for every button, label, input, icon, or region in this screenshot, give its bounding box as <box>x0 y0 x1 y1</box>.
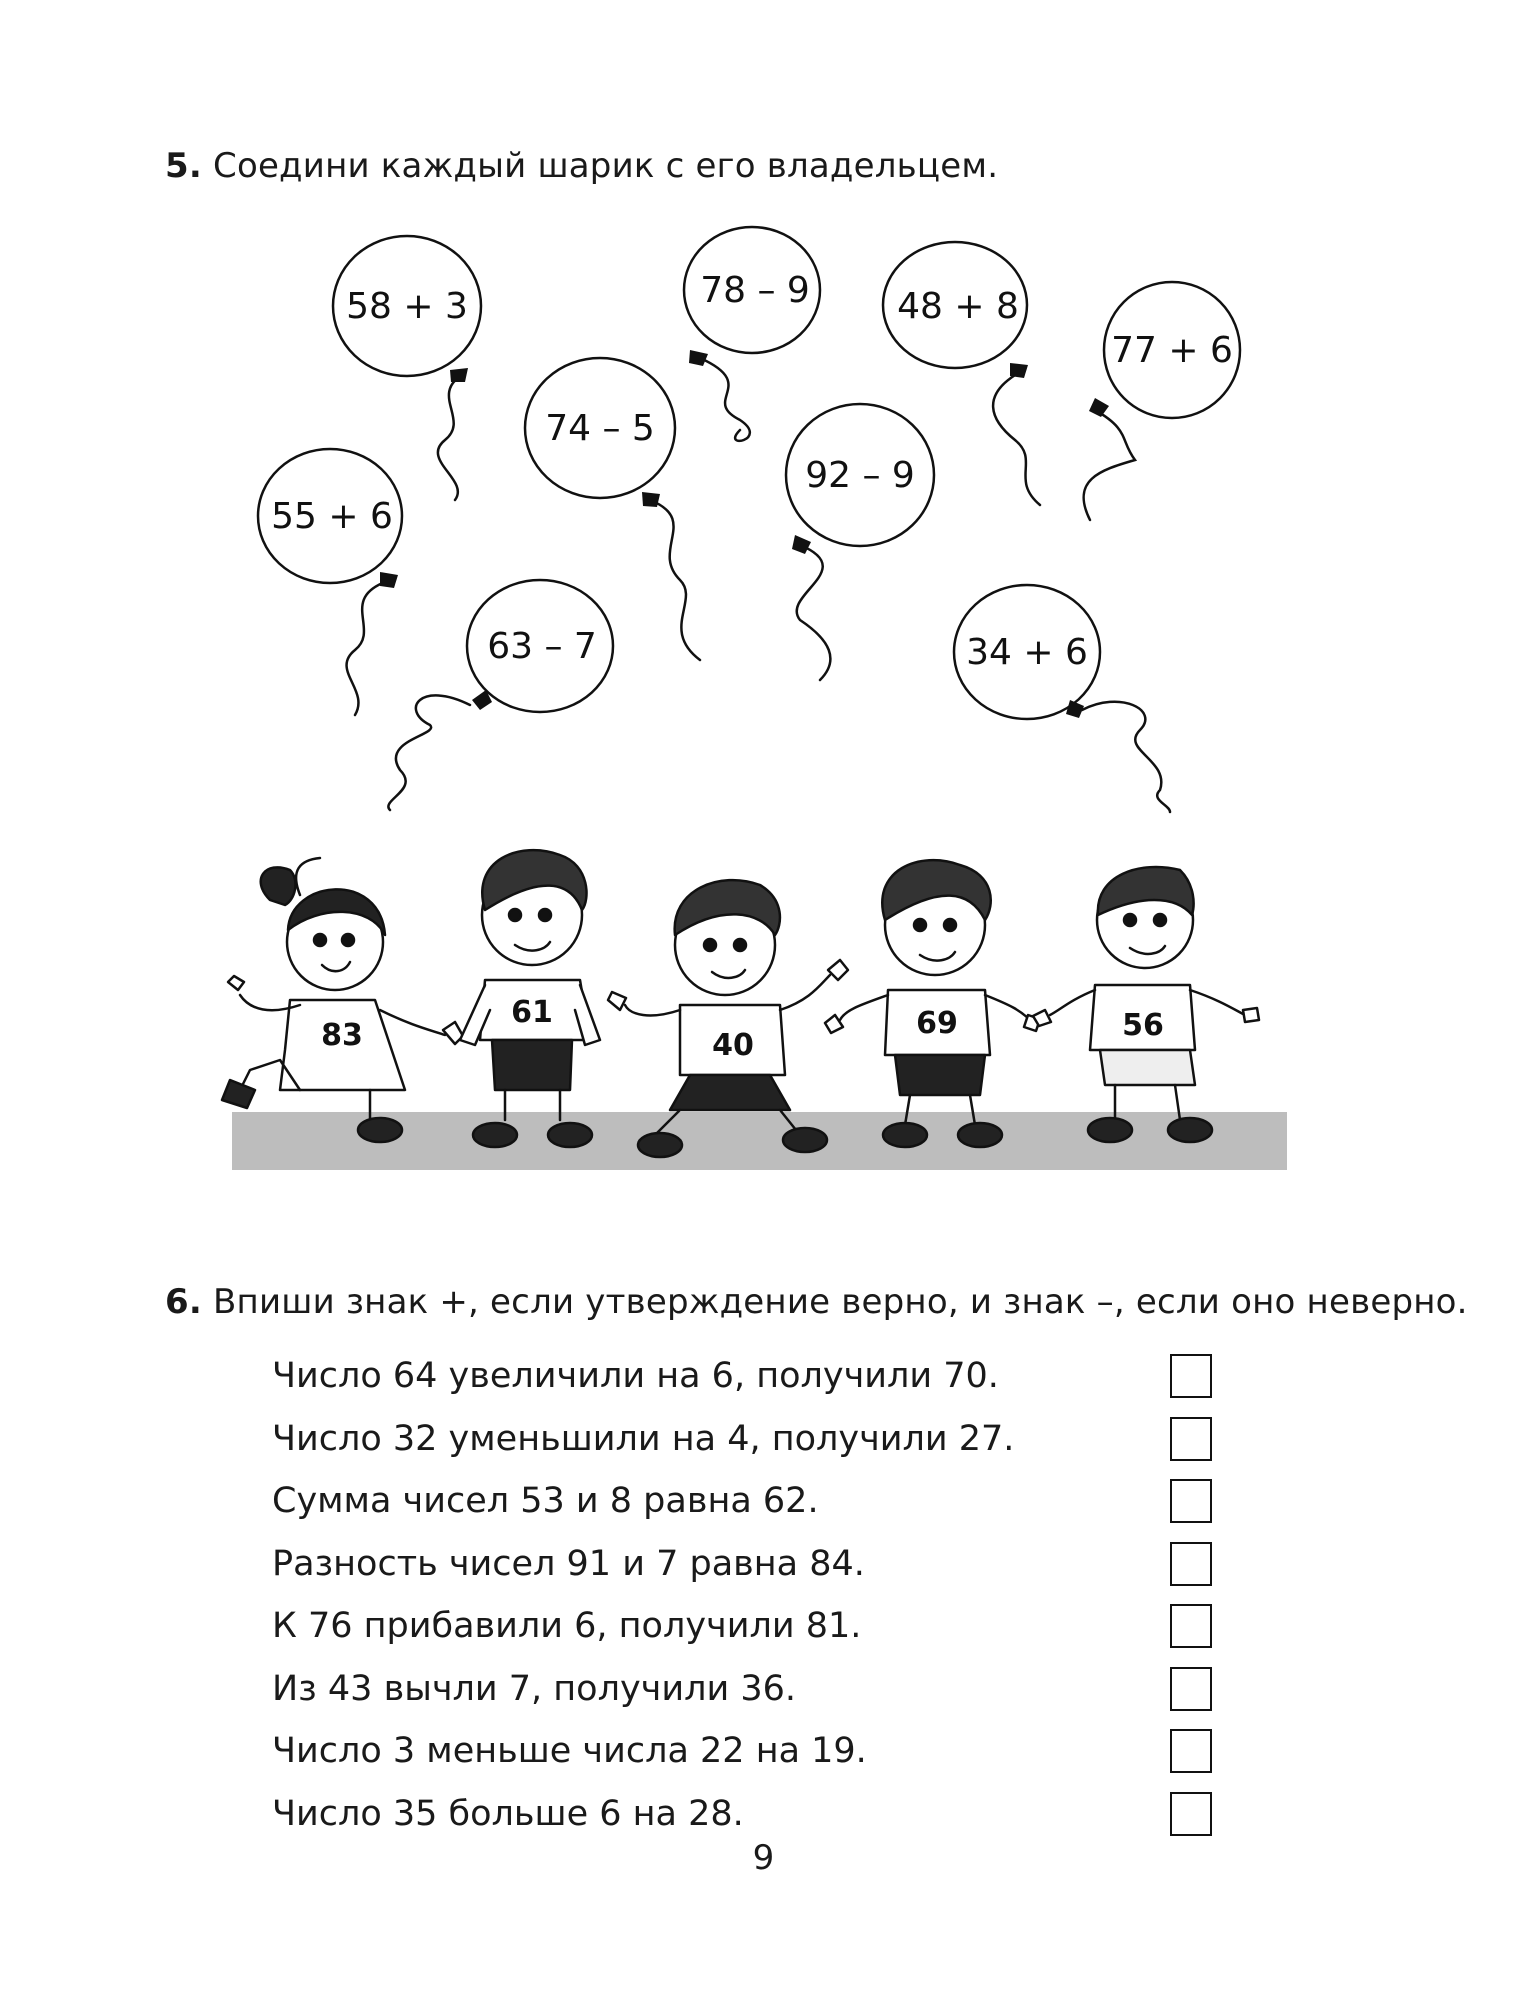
statement-text: Число 35 больше 6 на 28. <box>272 1793 744 1834</box>
statement-text: Число 3 меньше числа 22 на 19. <box>272 1731 867 1771</box>
shirt-number: 40 <box>712 1028 754 1063</box>
statement-text: Сумма чисел 53 и 8 равна 62. <box>272 1481 819 1521</box>
statement-text: Число 64 увеличили на 6, получили 70. <box>272 1356 999 1396</box>
balloon-label: 74 – 5 <box>545 408 655 449</box>
task-6-title <box>165 1282 1468 1322</box>
statement-row <box>272 1725 1272 1788</box>
answer-box[interactable] <box>1170 1542 1212 1586</box>
task-6-text: Впиши знак +, если утверждение верно, и знак –, если оно неверно. <box>213 1282 1468 1322</box>
task-5-number: 5. <box>165 146 202 186</box>
statement-text: Из 43 вычли 7, получили 36. <box>272 1668 796 1709</box>
statement-row <box>272 1475 1272 1538</box>
statement-list <box>272 1350 1272 1850</box>
answer-box[interactable] <box>1170 1604 1212 1648</box>
balloon-label: 77 + 6 <box>1111 330 1233 371</box>
balloon-label: 55 + 6 <box>271 496 393 537</box>
shirt-number: 56 <box>1122 1008 1164 1043</box>
statement-text: Число 32 уменьшили на 4, получили 27. <box>272 1418 1015 1459</box>
balloon-label: 34 + 6 <box>966 632 1088 673</box>
child-5 <box>1033 867 1259 1142</box>
task-6-number: 6. <box>165 1282 202 1322</box>
shirt-number: 83 <box>321 1018 363 1053</box>
balloon-label: 48 + 8 <box>897 286 1019 327</box>
balloon-label: 92 – 9 <box>805 455 915 496</box>
balloon-label: 78 – 9 <box>700 270 810 311</box>
answer-box[interactable] <box>1170 1729 1212 1773</box>
answer-box[interactable] <box>1170 1792 1212 1836</box>
answer-box[interactable] <box>1170 1479 1212 1523</box>
statement-row <box>272 1600 1272 1663</box>
shirt-number: 69 <box>916 1006 958 1041</box>
statement-text: Разность чисел 91 и 7 равна 84. <box>272 1543 865 1584</box>
answer-box[interactable] <box>1170 1417 1212 1461</box>
statement-row <box>272 1413 1272 1476</box>
shirt-number: 61 <box>511 995 553 1030</box>
statement-row <box>272 1538 1272 1601</box>
statement-row <box>272 1663 1272 1726</box>
statement-row <box>272 1350 1272 1413</box>
balloon-label: 63 – 7 <box>487 626 597 667</box>
page-number: 9 <box>752 1838 775 1878</box>
statement-text: К 76 прибавили 6, получили 81. <box>272 1606 862 1646</box>
answer-box[interactable] <box>1170 1354 1212 1398</box>
task-5-text: Соедини каждый шарик с его владельцем. <box>213 146 999 186</box>
balloon-label: 58 + 3 <box>346 286 468 327</box>
child-1 <box>222 858 463 1142</box>
answer-box[interactable] <box>1170 1667 1212 1711</box>
child-4 <box>825 860 1040 1147</box>
